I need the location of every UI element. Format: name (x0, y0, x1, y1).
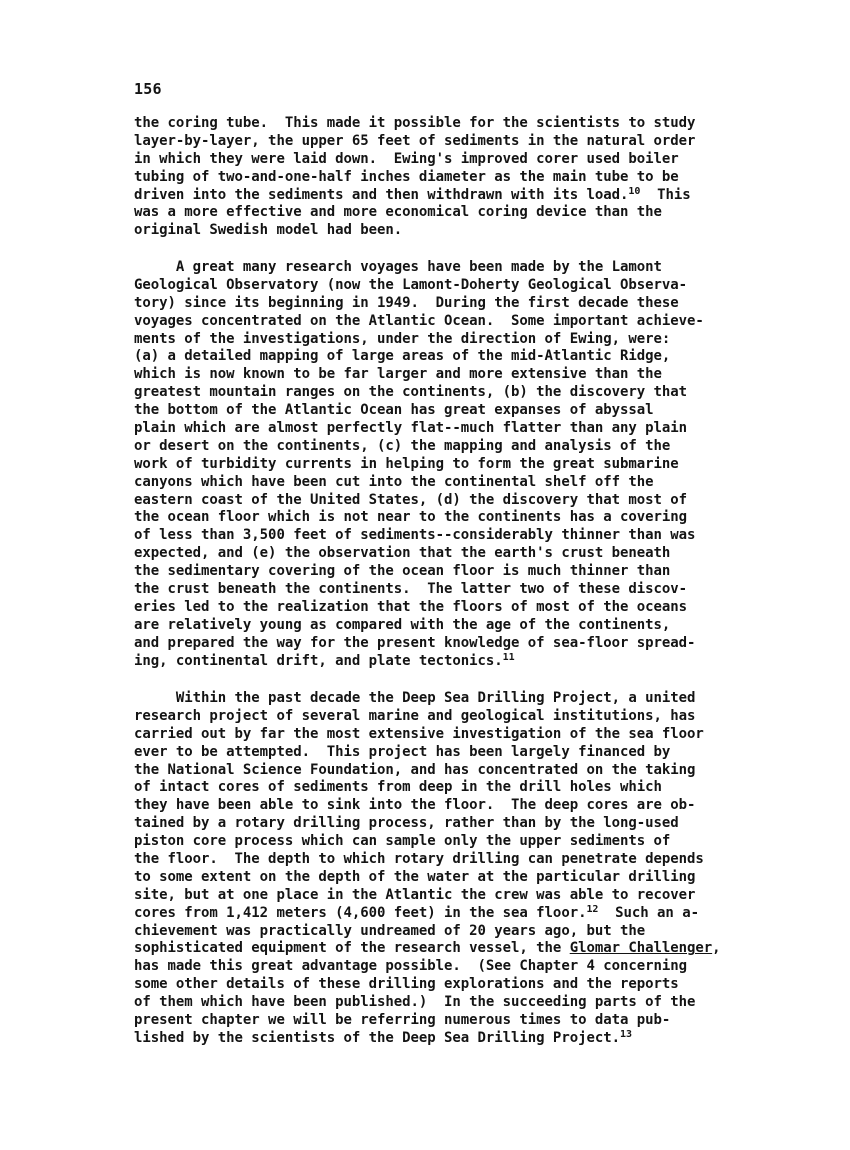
text-line (134, 976, 714, 994)
text-segment: lished by the scientists of the Deep Sea Drilling Project. (134, 1029, 620, 1046)
text-segment: or desert on the continents, (c) the mapping and analysis of the (134, 437, 671, 454)
text-segment: ments of the investigations, under the direction of Ewing, were: (134, 330, 671, 347)
text-segment: eastern coast of the United States, (d) the discovery that most of (134, 491, 687, 508)
text-line (134, 438, 714, 456)
text-segment: of intact cores of sediments from deep in the drill holes which (134, 779, 662, 796)
text-segment: tained by a rotary drilling process, rather than by the long-used (134, 815, 679, 832)
text-segment: and prepared the way for the present knowledge of sea-floor spread- (134, 634, 696, 651)
text-line (134, 133, 714, 151)
page-number: 156 (134, 80, 162, 98)
text-segment: research project of several marine and geological institutions, has (134, 707, 696, 724)
text-line (134, 277, 714, 295)
text-line (134, 887, 714, 905)
text-segment: of them which have been published.) In the succeeding parts of the (134, 994, 696, 1011)
footnote-reference: 12 (586, 903, 599, 915)
text-segment: tory) since its beginning in 1949. During the first decade these (134, 294, 679, 311)
paragraph-deep-sea-drilling (134, 690, 721, 1048)
text-line (134, 545, 714, 563)
text-segment: the ocean floor which is not near to the continents has a covering (134, 509, 687, 526)
footnote-reference: 11 (502, 651, 515, 663)
text-line (134, 313, 714, 331)
text-line (134, 151, 714, 169)
text-segment: chievement was practically undreamed of 20 years ago, but the (134, 922, 646, 939)
text-segment: piston core process which can sample only the upper sediments of (134, 833, 671, 850)
text-segment: greatest mountain ranges on the continents, (b) the discovery that (134, 384, 687, 401)
text-line (134, 690, 714, 708)
text-line (134, 509, 714, 527)
text-line (134, 958, 714, 976)
text-line (134, 869, 714, 887)
text-line (134, 384, 714, 402)
text-segment: present chapter we will be referring numerous times to data pub- (134, 1012, 671, 1029)
text-line (134, 456, 714, 474)
text-line (134, 402, 714, 420)
text-segment: was a more effective and more economical coring device than the (134, 204, 662, 221)
text-line (134, 366, 714, 384)
text-line (134, 797, 714, 815)
text-line (134, 617, 714, 635)
text-segment: driven into the sediments and then withdrawn with its load. (134, 186, 629, 203)
text-line (134, 599, 714, 617)
text-segment: tubing of two-and-one-half inches diameter as the main tube to be (134, 168, 679, 185)
text-segment: some other details of these drilling explorations and the reports (134, 976, 679, 993)
text-line (134, 940, 721, 958)
text-line (134, 833, 714, 851)
text-segment: sophisticated equipment of the research vessel, the (134, 940, 570, 957)
paragraph-lamont-voyages (134, 259, 714, 670)
text-line (134, 653, 714, 671)
text-segment: cores from 1,412 meters (4,600 feet) in the sea floor. (134, 904, 587, 921)
text-segment: carried out by far the most extensive investigation of the sea floor (134, 725, 704, 742)
text-line (134, 563, 714, 581)
text-line (134, 779, 714, 797)
text-line (134, 744, 714, 762)
text-line (134, 331, 714, 349)
text-line (134, 115, 714, 133)
footnote-reference: 13 (619, 1028, 632, 1040)
text-segment: (a) a detailed mapping of large areas of the mid-Atlantic Ridge, (134, 348, 671, 365)
text-segment: original Swedish model had been. (134, 222, 403, 239)
text-line (134, 1012, 714, 1030)
text-line (134, 527, 714, 545)
text-segment: A great many research voyages have been made by the Lamont (134, 259, 662, 275)
text-segment: the sedimentary covering of the ocean floor is much thinner than (134, 563, 671, 580)
text-segment: the bottom of the Atlantic Ocean has great expanses of abyssal (134, 402, 654, 419)
text-line (134, 581, 714, 599)
text-line (134, 295, 714, 313)
text-line (134, 1030, 714, 1048)
text-line (134, 726, 714, 744)
text-segment: expected, and (e) the observation that the earth's crust beneath (134, 545, 671, 562)
text-segment: Geological Observatory (now the Lamont-Doherty Geological Observa- (134, 276, 687, 293)
text-line (134, 762, 714, 780)
text-segment: canyons which have been cut into the continental shelf off the (134, 473, 654, 490)
text-segment: to some extent on the depth of the water at the particular drilling (134, 868, 696, 885)
text-segment: site, but at one place in the Atlantic the crew was able to recover (134, 886, 696, 903)
paragraph-coring-device (134, 115, 714, 240)
text-line (134, 905, 714, 923)
text-line (134, 204, 714, 222)
text-line (134, 815, 714, 833)
text-line (134, 348, 714, 366)
text-line (134, 420, 714, 438)
footnote-reference: 10 (628, 185, 641, 197)
text-segment: are relatively young as compared with the age of the continents, (134, 616, 671, 633)
text-segment: layer-by-layer, the upper 65 feet of sediments in the natural order (134, 132, 696, 149)
text-segment: the crust beneath the continents. The latter two of these discov- (134, 581, 687, 598)
text-line (134, 492, 714, 510)
text-line (134, 474, 714, 492)
vessel-name: Glomar Challenger (569, 940, 713, 957)
text-line (134, 635, 714, 653)
text-segment: Such an a- (598, 904, 699, 921)
text-segment: work of turbidity currents in helping to form the great submarine (134, 455, 679, 472)
text-segment: has made this great advantage possible. (See Chapter 4 concerning (134, 958, 687, 975)
text-segment: the floor. The depth to which rotary drilling can penetrate depends (134, 851, 704, 868)
text-line (134, 169, 714, 187)
text-line (134, 259, 714, 277)
text-line (134, 222, 714, 240)
text-line (134, 994, 714, 1012)
text-line (134, 851, 714, 869)
text-line (134, 187, 714, 205)
text-segment: ing, continental drift, and plate tectonics. (134, 652, 503, 669)
text-segment: of less than 3,500 feet of sediments--considerably thinner than was (134, 527, 696, 544)
text-line (134, 923, 714, 941)
text-segment: the National Science Foundation, and has concentrated on the taking (134, 761, 696, 778)
text-segment: This (640, 186, 691, 203)
text-line (134, 708, 714, 726)
text-segment: , (712, 940, 721, 957)
text-segment: they have been able to sink into the floor. The deep cores are ob- (134, 797, 696, 814)
text-segment: the coring tube. This made it possible for the scientists to study (134, 115, 696, 131)
text-segment: ever to be attempted. This project has been largely financed by (134, 743, 671, 760)
text-segment: which is now known to be far larger and more extensive than the (134, 366, 662, 383)
text-segment: Within the past decade the Deep Sea Drilling Project, a united (134, 690, 696, 706)
text-segment: voyages concentrated on the Atlantic Ocean. Some important achieve- (134, 312, 704, 329)
text-segment: in which they were laid down. Ewing's improved corer used boiler (134, 150, 679, 167)
text-segment: eries led to the realization that the floors of most of the oceans (134, 598, 687, 615)
text-segment: plain which are almost perfectly flat--much flatter than any plain (134, 420, 687, 437)
